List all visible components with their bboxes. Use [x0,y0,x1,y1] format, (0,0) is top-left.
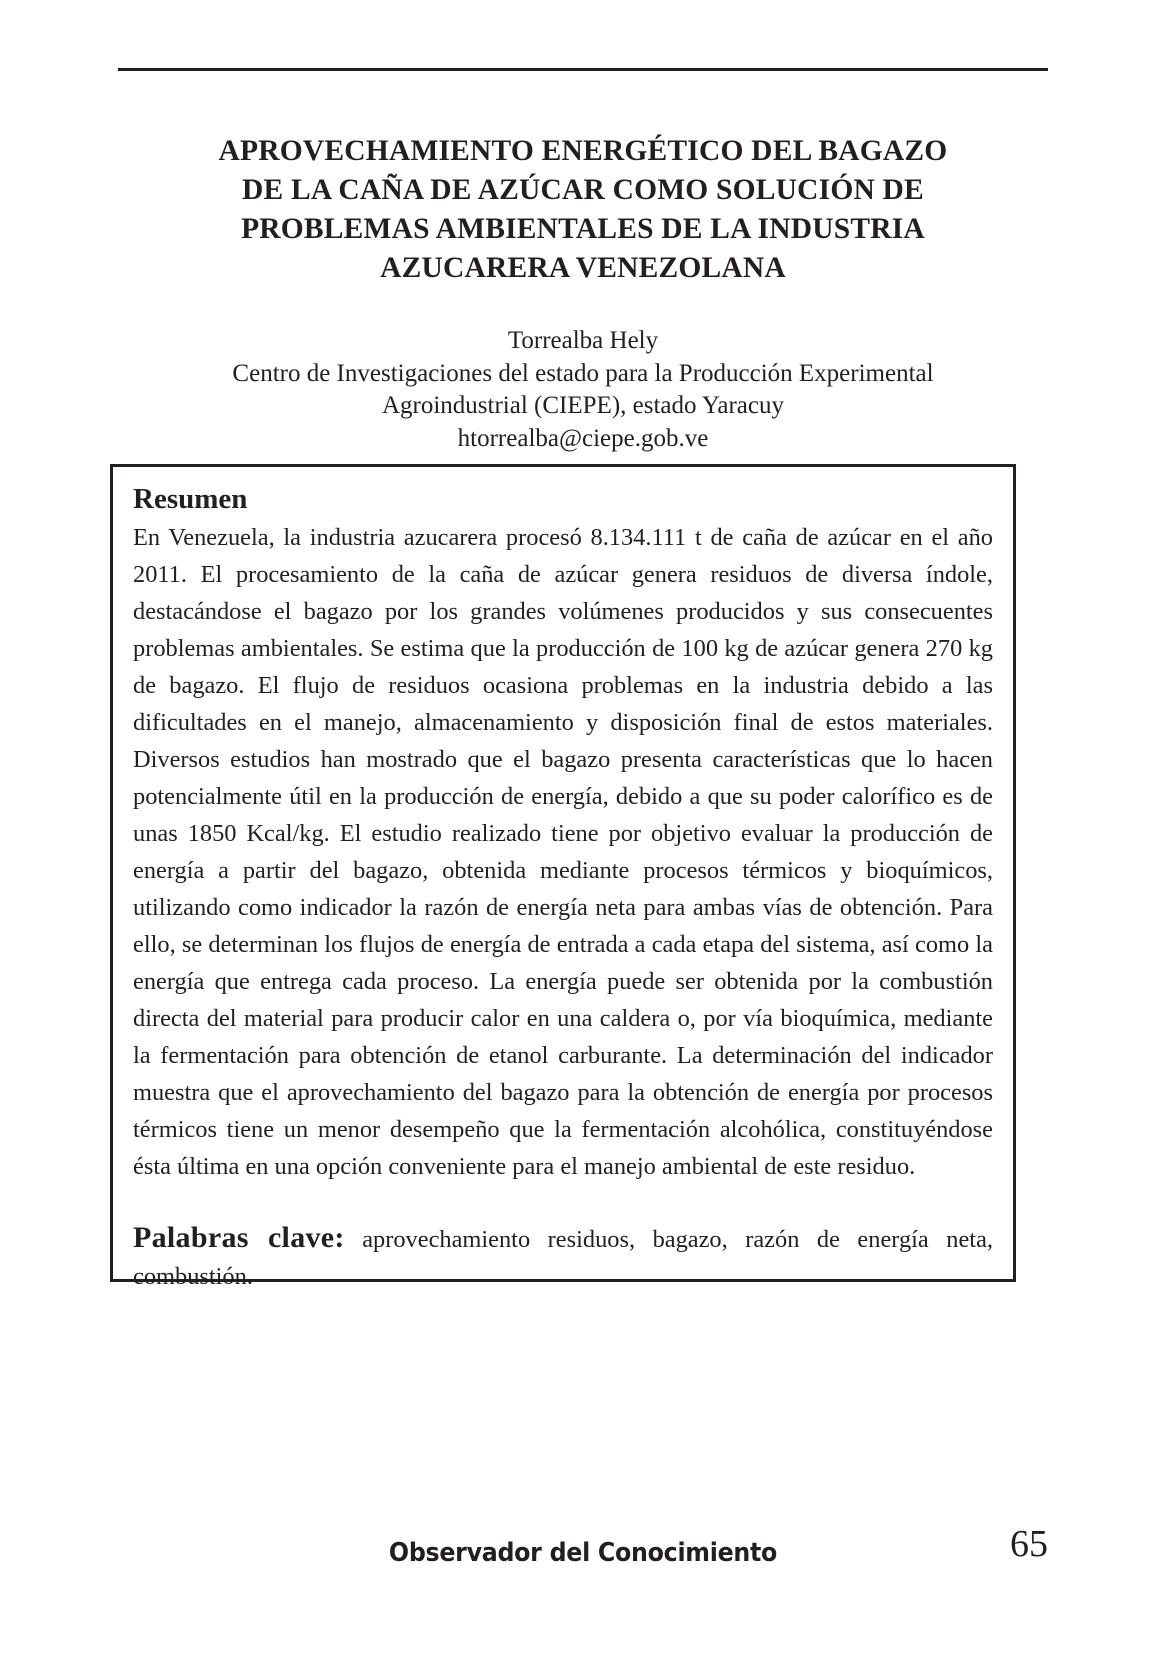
keywords-section [133,1219,993,1295]
keywords-label: Palabras clave: [133,1221,345,1254]
page-title [140,132,1026,288]
author-affiliation-block [130,325,1036,455]
header-rule [118,68,1048,71]
title-line-3: PROBLEMAS AMBIENTALES DE LA INDUSTRIA [241,213,925,245]
footer-journal-title: Observador del Conocimiento [388,1538,778,1568]
page-number: 65 [1010,1523,1048,1565]
abstract-body: En Venezuela, la industria azucarera procesó 8.134.111 t de caña de azúcar en el año 2011. El procesamiento de la caña de azúcar genera residuos de diversa índole, destacándose el bagazo por los grandes volúmenes producidos y sus consecuentes problemas ambientales. Se estima que la producción de 100 kg de azúcar genera 270 kg de bagazo. El flujo de residuos ocasiona problemas en la industria debido a las dificultades en el manejo, almacenamiento y disposición final de estos materiales. Diversos estudios han mostrado que el bagazo presenta características que lo hacen potencialmente útil en la producción de energía, debido a que su poder calorífico es de unas 1850 Kcal/kg. El estudio realizado tiene por objetivo evaluar la producción de energía a partir del bagazo, obtenida mediante procesos térmicos y bioquímicos, utilizando como indicador la razón de energía neta para ambas vías de obtención. Para ello, se determinan los flujos de energía de entrada a cada etapa del sistema, así como la energía que entrega cada proceso. La energía puede ser obtenida por la combustión directa del material para producir calor en una caldera o, por vía bioquímica, mediante la fermentación para obtención de etanol carburante. La determinación del indicador muestra que el aprovechamiento del bagazo para la obtención de energía por procesos térmicos tiene un menor desempeño que la fermentación alcohólica, constituyéndose ésta última en una opción conveniente para el manejo ambiental de este residuo. [133,524,993,1180]
author-name: Torrealba Hely [507,327,659,354]
abstract-box [110,464,1016,1290]
keywords-text: aprovechamiento residuos, bagazo, razón de energía neta, combustión. [133,1226,993,1290]
affiliation-line-1: Centro de Investigaciones del estado para la Producción Experimental [232,359,934,387]
title-line-2: DE LA CAÑA DE AZÚCAR COMO SOLUCIÓN DE [242,174,924,206]
abstract-heading: Resumen [133,483,248,515]
author-email: htorrealba@ciepe.gob.ve [457,424,709,452]
title-line-1: APROVECHAMIENTO ENERGÉTICO DEL BAGAZO [218,135,948,167]
title-line-4: AZUCARERA VENEZOLANA [380,252,786,284]
affiliation-line-2: Agroindustrial (CIEPE), estado Yaracuy [381,392,784,419]
